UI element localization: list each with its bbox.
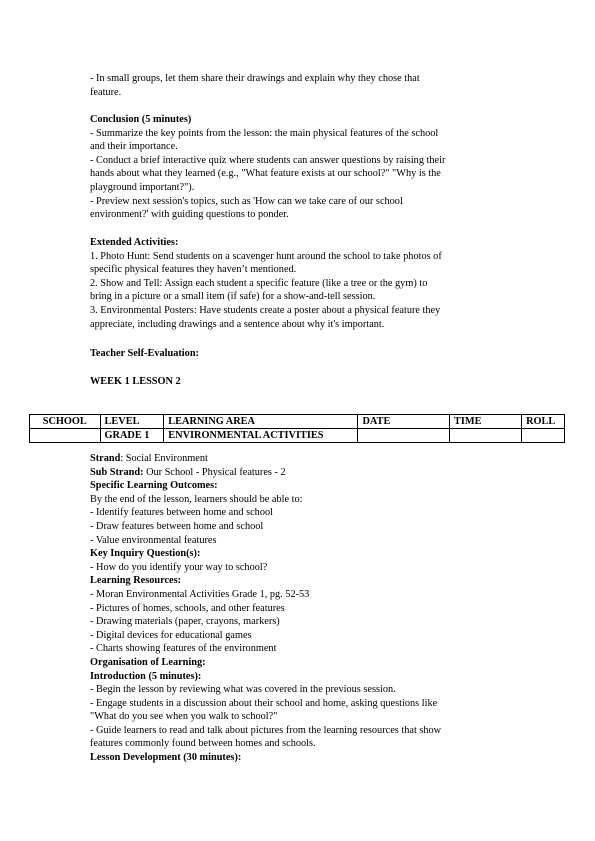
conclusion-heading: Conclusion (5 minutes) (90, 114, 192, 125)
header-time: TIME (450, 415, 522, 429)
text-line: environment?' with guiding questions to ponder. (90, 209, 289, 221)
text-line: - How do you identify your way to school? (90, 561, 268, 573)
text-line: - Conduct a brief interactive quiz where students can answer questions by raising their (90, 154, 446, 166)
extended-heading: Extended Activities: (90, 237, 179, 248)
self-evaluation-heading: Teacher Self-Evaluation: (90, 348, 199, 359)
header-date: DATE (358, 415, 450, 429)
intro-continuation (90, 72, 520, 99)
cell-roll (522, 429, 565, 443)
lesson-title-block (90, 375, 520, 389)
introduction-heading: Introduction (5 minutes): (90, 670, 202, 682)
inquiry-heading: Key Inquiry Question(s): (90, 548, 201, 560)
text-line: 2. Show and Tell: Assign each student a specific feature (like a tree or the gym) to (90, 277, 428, 289)
self-evaluation-section (90, 347, 520, 361)
text-line: - Digital devices for educational games (90, 629, 252, 641)
header-level: LEVEL (100, 415, 164, 429)
text-line: - Draw features between home and school (90, 520, 264, 532)
text-line: - Guide learners to read and talk about pictures from the learning resources that show (90, 724, 442, 736)
text-line: "What do you see when you walk to school?" (90, 711, 278, 723)
text-line: specific physical features they haven’t mentioned. (90, 264, 297, 276)
strand-label: Strand (90, 453, 121, 464)
extended-activities-section (90, 236, 520, 331)
lesson-details-section (90, 452, 520, 765)
resources-heading: Learning Resources: (90, 575, 182, 587)
outcomes-heading: Specific Learning Outcomes: (90, 480, 218, 492)
cell-date (358, 429, 450, 443)
text-line: appreciate, including drawings and a sentence about why it's important. (90, 318, 385, 330)
text-line: - Begin the lesson by reviewing what was covered in the previous session. (90, 684, 396, 696)
text-line: bring in a picture or a small item (if safe) for a show-and-tell session. (90, 291, 376, 303)
text-line: 1. Photo Hunt: Send students on a scavenger hunt around the school to take photos of (90, 250, 442, 262)
text-line: 3. Environmental Posters: Have students create a poster about a physical feature they (90, 304, 441, 316)
organisation-heading: Organisation of Learning: (90, 656, 206, 668)
table-header-row (30, 415, 565, 429)
text-line: - Drawing materials (paper, crayons, markers) (90, 616, 280, 628)
text-line: hands about what they learned (e.g., "What feature exists at our school?" "Why is the (90, 168, 441, 180)
text-line: and their importance. (90, 141, 178, 153)
text-line: - Charts showing features of the environment (90, 643, 277, 655)
cell-time (450, 429, 522, 443)
cell-learning-area: ENVIRONMENTAL ACTIVITIES (164, 429, 358, 443)
header-roll: ROLL (522, 415, 565, 429)
text-line: features commonly found between homes and schools. (90, 738, 316, 750)
header-learning-area: LEARNING AREA (164, 415, 358, 429)
lesson-title: WEEK 1 LESSON 2 (90, 376, 181, 387)
text-line: - Preview next session's topics, such as 'How can we take care of our school (90, 195, 403, 207)
cell-school (30, 429, 101, 443)
text-line: - Moran Environmental Activities Grade 1, pg. 52-53 (90, 588, 310, 600)
development-heading: Lesson Development (30 minutes): (90, 752, 242, 764)
strand-line (90, 452, 520, 466)
substrand-label: Sub Strand: (90, 466, 144, 478)
header-school: SCHOOL (30, 415, 101, 429)
text-line: - In small groups, let them share their drawings and explain why they chose that (90, 73, 420, 84)
lesson-info-table (29, 414, 565, 443)
text-line: - Value environmental features (90, 534, 217, 546)
text-line: - Pictures of homes, schools, and other features (90, 602, 285, 614)
text-line: feature. (90, 86, 122, 98)
strand-value: : Social Environment (120, 453, 208, 464)
text-line: - Summarize the key points from the lesson: the main physical features of the school (90, 127, 439, 139)
cell-level: GRADE 1 (100, 429, 164, 443)
conclusion-section (90, 113, 520, 222)
text-line: By the end of the lesson, learners should be able to: (90, 493, 303, 505)
substrand-value: Our School - Physical features - 2 (143, 466, 286, 478)
text-line: - Identify features between home and school (90, 507, 273, 519)
table-row (30, 429, 565, 443)
text-line: - Engage students in a discussion about their school and home, asking questions like (90, 697, 438, 709)
text-line: playground important?"). (90, 181, 195, 193)
substrand-line (90, 466, 520, 480)
